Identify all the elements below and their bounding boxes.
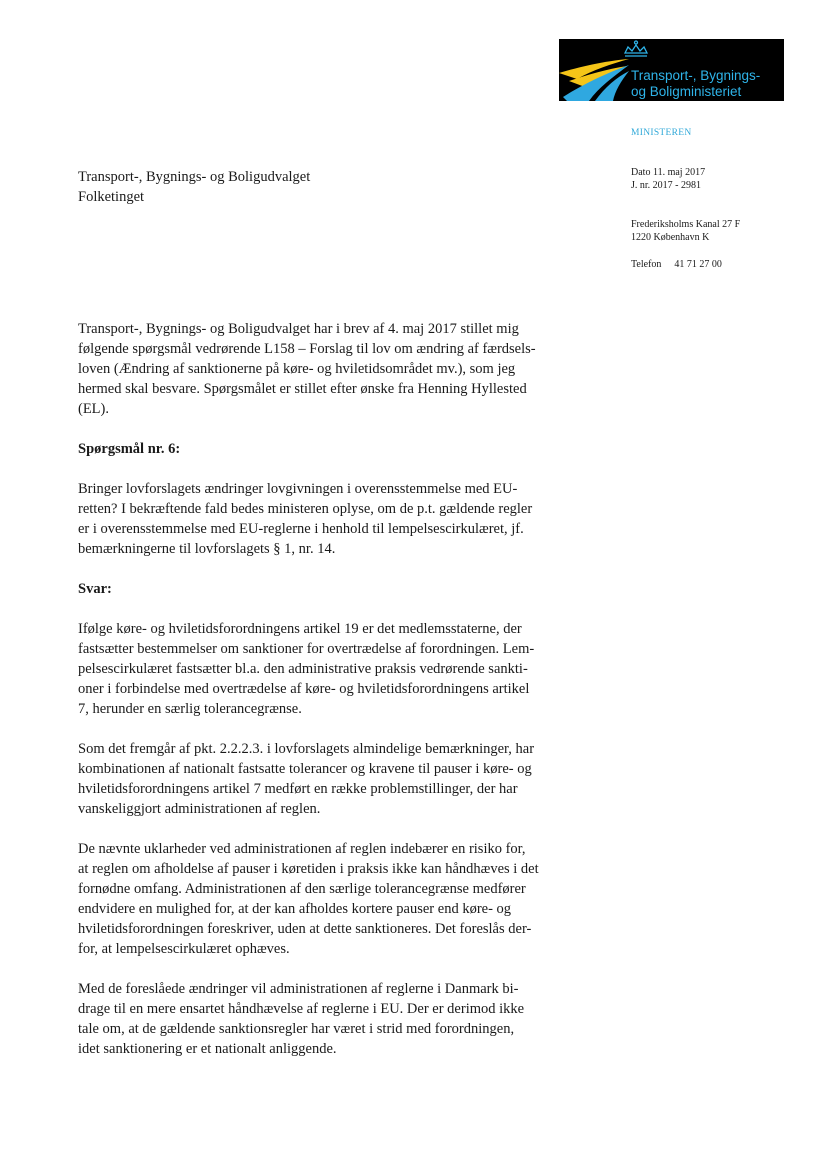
- text-line: drage til en mere ensartet håndhævelse af reglerne i EU. Der er derimod ikke: [78, 1001, 525, 1017]
- logo-text-line2: og Boligministeriet: [631, 84, 742, 99]
- text-line: Som det fremgår af pkt. 2.2.2.3. i lovforslagets almindelige bemærkninger, har: [78, 741, 535, 757]
- text-line: vanskeliggjort administrationen af reglen.: [78, 801, 321, 817]
- text-line: hviletidsforordningens artikel 7 medført en række problemstillinger, der har: [78, 781, 518, 797]
- answer-heading: Svar:: [78, 581, 112, 597]
- question-heading: Spørgsmål nr. 6:: [78, 441, 181, 457]
- text-line: endvidere en mulighed for, at der kan afholdes kortere pauser end køre- og: [78, 901, 512, 917]
- text-line: oner i forbindelse med overtrædelse af køre- og hviletidsforordningens artikel: [78, 681, 530, 697]
- text-line: fastsætter bestemmelser om sanktioner for overtrædelse af forordningen. Lem-: [78, 641, 535, 657]
- text-line: fornødne omfang. Administrationen af den særlige tolerancegrænse medfører: [78, 881, 526, 897]
- recipient-parliament: Folketinget: [78, 189, 145, 205]
- text-line: De nævnte uklarheder ved administrationen af reglen indebærer en risiko for,: [78, 841, 526, 857]
- text-line: kombinationen af nationalt fastsatte tolerancer og kravene til pauser i køre- og: [78, 761, 532, 777]
- text-line: (EL).: [78, 401, 109, 417]
- text-line: tale om, at de gældende sanktionsregler har været i strid med forordningen,: [78, 1021, 515, 1037]
- ministry-logo: [559, 39, 784, 101]
- phone: [631, 258, 722, 271]
- journal-number: J. nr. 2017 - 2981: [631, 180, 701, 191]
- text-line: loven (Ændring af sanktionerne på køre- og hviletidsområdet mv.), som jeg: [78, 361, 516, 377]
- text-line: idet sanktionering er et nationalt anliggende.: [78, 1041, 337, 1057]
- text-line: hermed skal besvare. Spørgsmålet er stillet efter ønske fra Henning Hyllested: [78, 381, 527, 397]
- phone-number: 41 71 27 00: [674, 259, 722, 270]
- address-street: Frederiksholms Kanal 27 F: [631, 219, 741, 230]
- text-line: bemærkningerne til lovforslagets § 1, nr. 14.: [78, 541, 336, 557]
- text-line: 7, herunder en særlig tolerancegrænse.: [78, 701, 302, 717]
- text-line: Bringer lovforslagets ændringer lovgivningen i overensstemmelse med EU-: [78, 481, 518, 497]
- recipient-committee: Transport-, Bygnings- og Boligudvalget: [78, 169, 311, 185]
- answer-paragraph-2: [78, 739, 598, 819]
- text-line: hviletidsforordningen foreskriver, uden at dette sanktioneres. Det foreslås der-: [78, 921, 532, 937]
- text-line: Ifølge køre- og hviletidsforordningens artikel 19 er det medlemsstaterne, der: [78, 621, 522, 637]
- answer-paragraph-4: [78, 979, 598, 1059]
- text-line: at reglen om afholdelse af pauser i køretiden i praksis ikke kan håndhæves i det: [78, 861, 539, 877]
- text-line: Med de foreslåede ændringer vil administrationen af reglerne i Danmark bi-: [78, 981, 519, 997]
- crown-icon: [625, 41, 647, 56]
- logo-text-line1: Transport-, Bygnings-: [631, 68, 761, 83]
- intro-paragraph: [78, 319, 598, 419]
- text-line: er i overensstemmelse med EU-reglerne i henhold til lempelsescirkulæret, jf.: [78, 521, 524, 537]
- sender-title: MINISTEREN: [631, 128, 692, 138]
- letter-body: [78, 319, 598, 1079]
- text-line: pelsescirkulæret fastsætter bl.a. den administrative praksis vedrørende sankti-: [78, 661, 528, 677]
- answer-paragraph-3: [78, 839, 598, 959]
- question-paragraph: [78, 479, 598, 559]
- text-line: Transport-, Bygnings- og Boligudvalget har i brev af 4. maj 2017 stillet mig: [78, 321, 519, 337]
- text-line: følgende spørgsmål vedrørende L158 – Forslag til lov om ændring af færdsels-: [78, 341, 536, 357]
- address-city: 1220 København K: [631, 232, 710, 243]
- phone-label: Telefon: [631, 259, 662, 270]
- text-line: for, at lempelsescirkulæret ophæves.: [78, 941, 290, 957]
- recipient-block: [78, 167, 310, 207]
- answer-paragraph-1: [78, 619, 598, 719]
- letter-date: Dato 11. maj 2017: [631, 167, 706, 178]
- text-line: retten? I bekræftende fald bedes ministeren oplyse, om de p.t. gældende regler: [78, 501, 533, 517]
